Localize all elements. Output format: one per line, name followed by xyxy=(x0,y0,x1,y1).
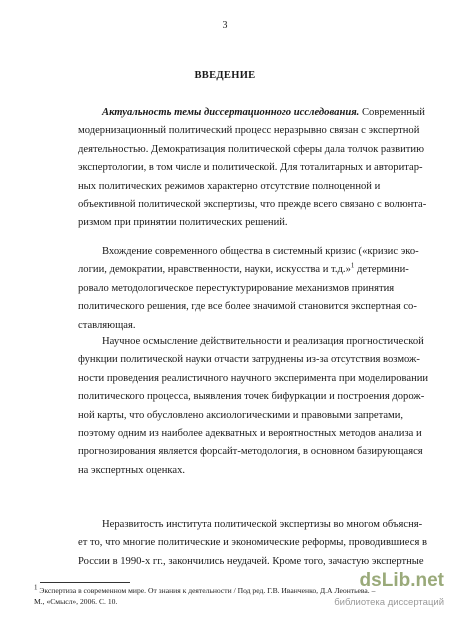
paragraph-text: логии, демократии, нравственности, науки, искусства и т.д.» xyxy=(78,264,351,276)
paragraph-line: Неразвитость института политической экспертизы во многом объясня- xyxy=(102,519,423,530)
paragraph-lead: Актуальность темы диссертационного исследования. xyxy=(102,107,360,118)
paragraph-line: поэтому одним из наиболее адекватных и вероятностных методов анализа и xyxy=(78,428,422,440)
paragraph-line xyxy=(78,104,425,122)
footnote-text: Экспертиза в современном мире. От знания к деятельности / Под ред. Г.В. Иванченко, Д.А Леонтьева. – xyxy=(37,586,376,595)
watermark-caption: библиотека диссертаций xyxy=(334,597,444,608)
paragraph-line: политического решения, где все более значимой становится экспертная со- xyxy=(78,301,417,313)
paragraph-line: объективной политической экспертизы, что прежде всего связано с волюнта- xyxy=(78,199,427,211)
watermark-brand: dsLib.net xyxy=(359,570,444,591)
paragraph-crisis xyxy=(78,243,419,335)
paragraph-line: модернизационный политический процесс неразрывно связан с экспертной xyxy=(78,125,420,137)
page-number: 3 xyxy=(222,20,228,31)
paragraph-line: деятельностью. Демократизация политической сферы дала толчок развитию xyxy=(78,143,424,155)
watermark-logo xyxy=(330,562,448,616)
paragraph-line: прогнозирования является форсайт-методология, в основном базирующаяся xyxy=(78,446,423,458)
paragraph-line: Научное осмысление действительности и реализация прогностической xyxy=(102,336,424,347)
paragraph-line: ризмом при принятии политических решений. xyxy=(78,217,288,229)
paragraph-line: ровало методологическое перестуктурирование механизмов принятия xyxy=(78,282,395,294)
paragraph-text: детермини- xyxy=(354,264,409,276)
paragraph-line: ной карты, что обусловлено аксиологическими и правовыми запретами, xyxy=(78,409,404,421)
paragraph-line: ных политических режимов характерно отсутствие полноценной и xyxy=(78,180,381,192)
paragraph-forecasting xyxy=(78,333,429,480)
paragraph-line: ет то, что многие политические и экономические реформы, проводившиеся в xyxy=(78,537,427,549)
footnote-reference[interactable]: 1 xyxy=(350,261,355,270)
paragraph-line: ставляющая. xyxy=(78,319,136,331)
paragraph-line: Вхождение современного общества в системный кризис («кризис эко- xyxy=(102,246,419,257)
paragraph-relevance xyxy=(78,104,427,233)
paragraph-line: функции политической науки отчасти затруднены из-за отсутствия возмож- xyxy=(78,354,420,366)
paragraph-line xyxy=(78,261,409,279)
paragraph-line: политического процесса, выявления точек бифуркации и построения дорож- xyxy=(78,391,425,403)
section-heading: ВВЕДЕНИЕ xyxy=(194,70,256,81)
paragraph-text: Современный xyxy=(359,107,425,118)
footnote-divider xyxy=(40,582,130,583)
paragraph-line: экспертологии, в том числе и политической. Для тоталитарных и авторитар- xyxy=(78,162,423,174)
footnote-mark: 1 xyxy=(34,583,38,592)
footnote-line: М., «Смысл», 2006. С. 10. xyxy=(34,597,118,606)
paragraph-line: на экспертных оценках. xyxy=(78,464,186,476)
paragraph-line: ности проведения реалистичного научного эксперимента при моделировании xyxy=(78,372,429,384)
paragraph-line: России в 1990-х гг., закончились неудачей. Кроме того, зачастую экспертные xyxy=(78,555,424,567)
